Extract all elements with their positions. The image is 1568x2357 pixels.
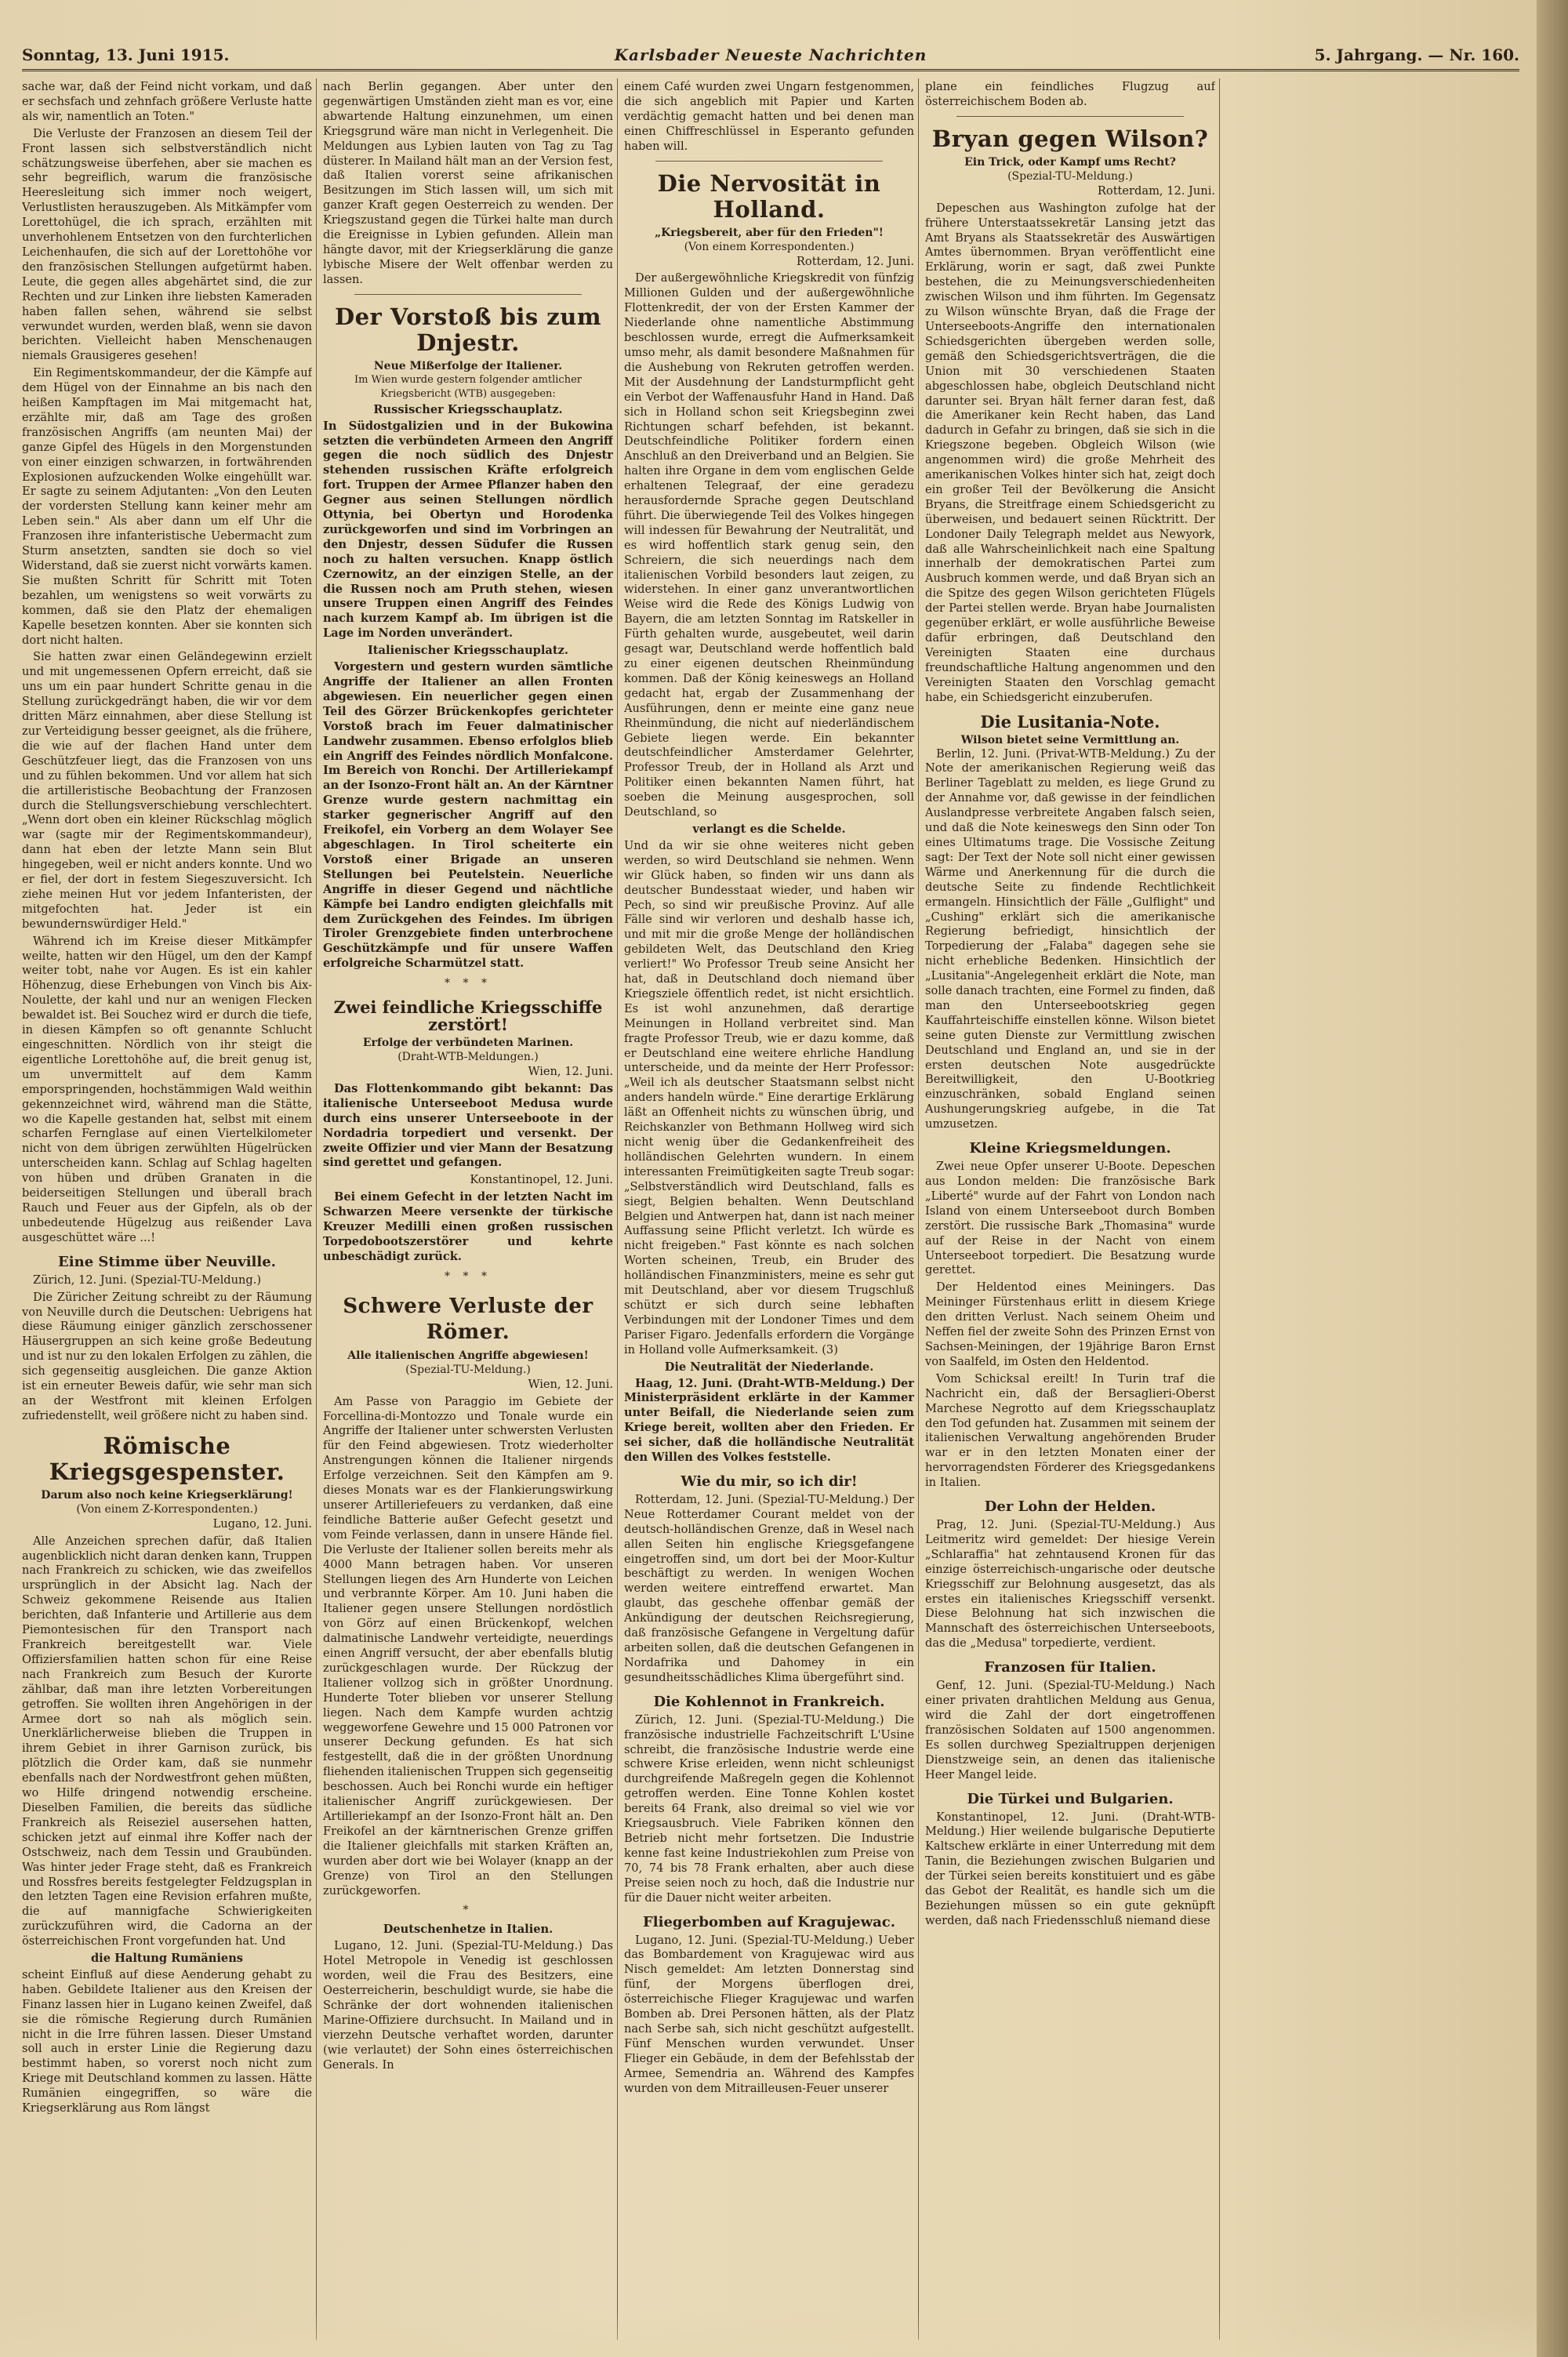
headline-roemische: Römische Kriegsgespenster. bbox=[49, 1432, 285, 1485]
subheadline: Neue Mißerfolge der Italiener. bbox=[373, 359, 563, 372]
section-heading: Deutschenhetze in Italien. bbox=[383, 1923, 554, 1937]
headline-roemer: Schwere Verluste der Römer. bbox=[343, 1294, 593, 1344]
article-paragraph: Und da wir sie ohne weiteres nicht geben werden, so wird Deutschland sie nehmen. Wenn wir Glück haben, so finden wir uns dann als deutscher Bundesstaat wieder, und haben wir Pech, so sind wir preußische Provinz. Auf alle Fälle sind wir verloren und deshalb hasse ich, und mit mir die große Menge der holländischen gebildeten Welt, das Deutschland den Krieg verliert!" Wo Professor Treub seine Ansicht her hat, daß in Deutschland doch niemand über Kriegsziele öffentlich redet, ist nicht ersichtlich. Es ist wohl anzunehmen, daß derartige Meinungen in Holland verbreitet sind. Man fragte Professor Treub, wie er dazu komme, daß er Deutschland eine weitere ehrliche Handlung unterscheide, und da meinte der Herr Professor: „Weil ich als deutscher Staatsmann selbst nicht anders handeln würde." Eine derartige Erklärung läßt an Offenheit nichts zu wünschen übrig, und Reichskanzler von Bethmann Hollweg wird sich nicht wenig über die Gedankenfreiheit des holländischen Gelehrten wundern. In einem interessanten Freimütigkeiten sagte Treub sogar: „Selbstverständlich wird Deutschland, falls es siegt, Belgien behalten. Wenn Deutschland Belgien und Antwerpen hat, dann ist nach meiner Auffassung seine Pflicht verletzt. Ich würde es nicht freigeben." Fast könnte es nach solchen Worten scheinen, Treub, ein Bruder des holländischen Finanzministers, meine es sehr gut mit Deutschland, aber vor diesem Trugschluß schützt er sich durch seine lebhaften Verbindungen mit der Londoner Times und dem Pariser Figaro. Jedenfalls erfordern die Vorgänge in Holland volle Aufmerksamkeit. (3) bbox=[624, 838, 914, 1356]
issue-date: Sonntag, 13. Juni 1915. bbox=[22, 45, 230, 64]
dateline: Lugano, 12. Juni. bbox=[212, 1516, 312, 1531]
article-paragraph: scheint Einfluß auf diese Aenderung gehabt zu haben. Gebildete Italiener aus den Kreisen der Finanz lassen hier in Lugano keinen Zweifel, daß sie die römische Regierung durch Rumänien nicht in die Irre führen lassen. Dieser Umstand soll auch in erster Linie die Regierung dazu bestimmt haben, so vorerst noch nicht zum Kriege mit Deutschland kommen zu lassen. Hätte Rumänien eingegriffen, so wäre die Kriegserklärung aus Rom längst bbox=[22, 1967, 312, 2115]
newspaper-title: Karlsbader Neueste Nachrichten bbox=[614, 45, 927, 64]
article-paragraph: Der Heldentod eines Meiningers. Das Meininger Fürstenhaus erlitt in diesem Kriege den dritten Verlust. Nach seinem Oheim und Neffen fiel der zweite Sohn des Prinzen Ernst von Sachsen-Meiningen, der 19jährige Baron Ernst von Saalfeld, im Osten den Heldentod. bbox=[925, 1280, 1215, 1368]
divider bbox=[354, 294, 582, 295]
article-paragraph: Bei einem Gefecht in der letzten Nacht im Schwarzen Meere versenkte der türkische Kreuzer Medilli einen großen russischen Torpedobootszerstörer und kehrte unbeschädigt zurück. bbox=[323, 1190, 613, 1263]
masthead bbox=[22, 45, 1519, 71]
article-paragraph: Alle Anzeichen sprechen dafür, daß Italien augenblicklich nicht daran denken kann, Truppen nach Frankreich zu schicken, wie das zweifellos ursprünglich in der Absicht lag. Nach der Schweiz gekommene Reisende aus Italien berichten, daß Infanterie und Artillerie aus dem Piemontesischen für den Transport nach Frankreich bereitgestellt war. Viele Offiziersfamilien hatten schon für eine Reise nach Frankreich zum Besuch der Kurorte zählbar, daß man ihre letzten Vorbereitungen getroffen. Sie wollten ihren Angehörigen in der Armee dort so nah als möglich sein. Unerklärlicherweise blieben die Truppen in ihrem Gebiet in ihrer Garnison zurück, bis plötzlich die Order kam, daß sie nunmehr ebenfalls nach der Nordwestfront gehen müßten, wo Hilfe dringend notwendig erscheine. Dieselben Familien, die bereits das südliche Frankreich als Reiseziel ausersehen hatten, schicken jetzt auf einmal ihre Koffer nach der Ostschweiz, nach dem Tessin und Graubünden. Was hinter jeder Frage steht, daß es Frankreich und Rossfres bereits festgelegter Feldzugsplan in den letzten Tagen eine Revision erfahren mußte, die auf mannigfache Schwierigkeiten zurückzuführen wird, die Cadorna an der österreichischen Front vorgefunden hat. Und bbox=[22, 1534, 312, 1948]
divider bbox=[655, 161, 883, 162]
section-heading: Die Neutralität der Niederlande. bbox=[664, 1360, 874, 1374]
column-3 bbox=[624, 80, 914, 2338]
article-paragraph: Vorgestern und gestern wurden sämtliche Angriffe der Italiener an allen Fronten abgewiesen. Ein neuerlicher gegen einen Teil des Görzer Brückenkopfes gerichteter Vorstoß brach im Feuer dalmatinischer Landwehr zusammen. Ebenso erfolglos blieb ein Angriff des Feindes nördlich Monfalcone. Im Bereich von Ronchi. Der Artilleriekampf an der Isonzo-Front hält an. An der Kärntner Grenze wurde gestern nachmittag ein starker gegnerischer Angriff auf den Freikofel, ein Vorberg an dem Wolayer See abgeschlagen. In Tirol scheiterte ein Vorstoß einer Brigade an unseren Stellungen bei Peutelstein. Neuerliche Angriffe in dieser Gegend und nächtliche Kämpfe bei Landro endigten gleichfalls mit dem Zurückgehen des Feindes. Im übrigen Tiroler Grenzgebiete finden unterbrochene Geschützkämpfe und für unsere Waffen erfolgreiche Scharmützel statt. bbox=[323, 660, 613, 971]
dateline: Wien, 12. Juni. bbox=[528, 1065, 613, 1079]
headline-wiedu: Wie du mir, so ich dir! bbox=[681, 1473, 858, 1490]
article-paragraph: Das Flottenkommando gibt bekannt: Das italienische Unterseeboot Medusa wurde durch eins unserer Unterseeboote in der Nordadria torpediert und versenkt. Der zweite Offizier und vier Mann der Besatzung sind gerettet und gefangen. bbox=[323, 1081, 613, 1170]
article-paragraph: Während ich im Kreise dieser Mitkämpfer weilte, hatten wir den Hügel, um den der Kampf weiter tobt, nahe vor Augen. Es ist ein kahler Höhenzug, diese Erhebungen von Vinch bis Aix-Noulette, der kahl und nur an wenigen Flecken bewaldet ist. Bei Souchez wird er durch die tiefe, in diesen Kämpfen so oft genannte Schlucht eingeschnitten. Nördlich von ihr steigt die eigentliche Lorettohöhe auf, die breit genug ist, um unvermittelt auf dem Kamm emporspringenden, hochstämmigen Wald weithin gekennzeichnet wird, während man die Stätte, wo die Kapelle gestanden hat, selbst mit einem scharfen Fernglase auf einen Viertelkilometer nicht von dem übrigen zerwühlten Hügelrücken unterscheiden kann. Schlag auf Schlag hagelten von hüben und drüben Granaten in die beiderseitigen Stellungen und überall brach Rauch und Feuer aus der Gipfeln, als ob der unbedeutende Hügelzug aus reißender Lava ausgeschüttet wäre ...! bbox=[22, 934, 312, 1244]
page-edge bbox=[1537, 0, 1568, 2357]
article-paragraph: sache war, daß der Feind nicht vorkam, und daß er sechsfach und zehnfach größere Verluste hatte als wir, namentlich an Toten." bbox=[22, 80, 312, 123]
separator-stars: * * * bbox=[445, 977, 492, 990]
subheadline: Wilson bietet seine Vermittlung an. bbox=[960, 733, 1180, 746]
article-paragraph: Der außergewöhnliche Kriegskredit von fünfzig Millionen Gulden und der außergewöhnliche Flottenkredit, der von der Ersten Kammer der Niederlande ohne namentliche Abstimmung beschlossen wurde, erregt die Aufmerksamkeit umso mehr, als damit besondere Maßnahmen für die Aushebung von Rekruten getroffen werden. Mit der Ausdehnung der Landsturmpflicht geht ein Verbot der Waffenausfuhr Hand in Hand. Daß sich in Holland schon seit Kriegsbeginn zwei Richtungen scharf befehden, ist bekannt. Deutschfeindliche Politiker fordern einen Anschluß an den Dreiverband und an Belgien. Sie halten ihre Organe in dem vom englischen Gelde erhaltenen Telegraaf, der eine geradezu herausfordernde Sprache gegen Deutschland führt. Die überwiegende Teil des Volkes hingegen will indessen für Bewahrung der Neutralität, und es wird hoffentlich stark genug sein, den Schreiern, die sich neuerdings nach dem italienischen Vorbild besonders laut zeigen, zu widerstehen. In einer ganz unverantwortlichen Weise wird die Rede des Königs Ludwig von Bayern, die am letzten Sonntag im Ratskeller in Fürth gehalten wurde, ausgebeutet, weil darin gesagt war, Deutschland werde hoffentlich bald zu einer eigenen deutschen Rheinmündung kommen. Daß der König keineswegs an Holland gedacht hat, ergab der Zusammenhang der Ausführungen, denn er meinte eine ganz neue Rheinmündung, die nicht auf niederländischem Gebiete liegen werde. Ein bekannter deutschfeindlicher Amsterdamer Gelehrter, Professor Treub, der in Holland als Arzt und Politiker einen bekannten Namen führt, hat soeben die Meinung ausgesprochen, soll Deutschland, so bbox=[624, 271, 914, 819]
section-heading: Russischer Kriegsschauplatz. bbox=[373, 402, 563, 416]
byline: (Von einem Z-Korrespondenten.) bbox=[76, 1502, 258, 1516]
column-rule bbox=[1219, 78, 1220, 2340]
subheadline: Darum also noch keine Kriegserklärung! bbox=[41, 1488, 293, 1502]
separator-stars: * * * bbox=[445, 1269, 492, 1283]
headline-kleine: Kleine Kriegsmeldungen. bbox=[969, 1140, 1171, 1157]
column-1 bbox=[22, 80, 312, 2338]
headline-lohn: Der Lohn der Helden. bbox=[984, 1498, 1156, 1516]
article-paragraph: Prag, 12. Juni. (Spezial-TU-Meldung.) Aus Leitmeritz wird gemeldet: Der hiesige Verein „Schlaraffia" hat zehntausend Kronen für das einzige österreichisch-ungarische oder deutsche Kriegsschiff zur Belohnung ausgesetzt, das als erstes ein italienisches Kriegsschiff versenkt. Diese Belohnung hat sich inzwischen die Mannschaft des österreichischen Unterseeboots, das die „Medusa" torpedierte, verdient. bbox=[925, 1518, 1215, 1651]
article-paragraph: Ein Regimentskommandeur, der die Kämpfe auf dem Hügel von der Einnahme an bis nach den heißen Kampftagen im Mai mitgemacht hat, erzählte mir, daß am Tage des großen französischen Angriffs (am neunten Mai) der ganze Gipfel des Hügels in den Morgenstunden von einer einzigen schwarzen, in fortwährenden Explosionen aufzuckenden Wolke eingehüllt war. Er sagte zu seinem Adjutanten: „Von den Leuten der vordersten Stellung kann keiner mehr am Leben sein." Als aber dann um elf Uhr die Franzosen ihre infanteristische Uebermacht zum Sturm ansetzten, sandten sie doch so viel Widerstand, daß sie zuerst nicht vorwärts kamen. Sie mußten Schritt für Schritt mit Toten bezahlen, um wenigstens so weit vorwärts zu kommen, daß sie den Platz der ehemaligen Kapelle besetzen konnten. Aber sie konnten sich dort nicht halten. bbox=[22, 366, 312, 647]
column-4 bbox=[925, 80, 1215, 2338]
issue-number: 5. Jahrgang. — Nr. 160. bbox=[1314, 45, 1519, 64]
article-paragraph: Konstantinopel, 12. Juni. (Draht-WTB-Meldung.) Hier weilende bulgarische Deputierte Kaltschew erklärte in einer Unterredung mit dem Tanin, die Beziehungen zwischen Bulgarien und der Türkei seien bereits konstituiert und es gäbe das Gebot der Realität, es handle sich um die Beziehungen müssen so ein gute geknüpft werden, daß nach Friedensschluß niemand diese bbox=[925, 1810, 1215, 1927]
byline: (Von einem Korrespondenten.) bbox=[684, 240, 855, 253]
dateline: Konstantinopel, 12. Juni. bbox=[470, 1173, 613, 1187]
column-rule bbox=[617, 78, 618, 2340]
article-paragraph: In Südostgalizien und in der Bukowina setzten die verbündeten Armeen den Angriff gegen die noch südlich des Dnjestr stehenden russischen Kräfte erfolgreich fort. Truppen der Armee Pflanzer haben den Gegner aus seinen Stellungen nördlich Ottynia, bei Obertyn und Horodenka zurückgeworfen und sind im Vorbringen an den Dnjestr, dessen Südufer die Russen noch zu halten versuchen. Knapp östlich Czernowitz, an der einzigen Stelle, an der die Russen noch am Pruth stehen, wiesen unsere Truppen einen Angriff des Feindes nach kurzem Kampf ab. Im übrigen ist die Lage im Norden unverändert. bbox=[323, 419, 613, 641]
subheadline: Alle italienischen Angriffe abgewiesen! bbox=[347, 1349, 589, 1362]
column-rule bbox=[918, 78, 919, 2340]
byline: (Spezial-TU-Meldung.) bbox=[405, 1363, 531, 1376]
article-paragraph: Die Züricher Zeitung schreibt zu der Räumung von Neuville durch die Deutschen: Uebrigens hat diese Räumung einiger gänzlich zerschossener Häusergruppen an sich keine große Bedeutung und ist nur zu den lokalen Erfolgen zu zählen, die sich gegenseitig ausgleichen. Die ganze Aktion ist ein erneuter Beweis dafür, wie sehr man sich an der Westfront mit kleinen Erfolgen zufriedenstellt, weil größere nicht zu haben sind. bbox=[22, 1290, 312, 1422]
subheadline: Ein Trick, oder Kampf ums Recht? bbox=[964, 155, 1176, 169]
subheadline: Erfolge der verbündeten Marinen. bbox=[362, 1037, 574, 1050]
article-paragraph: Die Verluste der Franzosen an diesem Teil der Front lassen sich selbstverständlich nicht schätzungsweise überfehen, aber sie machen es sehr begreiflich, warum die französische Heeresleitung sich immer noch weigert, Verlustlisten herauszugeben. Als Mitkämpfer vom Lorettohügel, die ich sprach, erzählten mit unverhohlenem Entsetzen von den furchterlichen Leichenhaufen, die sich auf der Lorettohöhe vor den französischen Stellungen aufgetürmt haben. Leute, die gegen alles abgehärtet sind, die zur Rechten und zur Linken ihre liebsten Kameraden haben fallen sehen, während sie selbst verwundet wurden, werden blaß, wenn sie davon berichten. Vielleicht haben Menschenaugen niemals Grausigeres gesehen! bbox=[22, 126, 312, 363]
byline: (Draht-WTB-Meldungen.) bbox=[397, 1051, 539, 1064]
article-paragraph: Vom Schicksal ereilt! In Turin traf die Nachricht ein, daß der Bersaglieri-Oberst Marchese Negrotto auf dem Kriegsschauplatz den Tod gefunden hat. Zusammen mit seinem der italienischen Verwaltung angehörenden Bruder war er in den letzten Monaten einer der hervorragendsten Förderer des Kriegsgedankens in Italien. bbox=[925, 1371, 1215, 1490]
section-heading: Italienischer Kriegsschauplatz. bbox=[367, 644, 569, 658]
article-paragraph: Berlin, 12. Juni. (Privat-WTB-Meldung.) Zu der Note der amerikanischen Regierung weiß das Berliner Tageblatt zu melden, es liege Grund zu der Annahme vor, daß gewisse in der feindlichen Auslandpresse verbreitete Angaben falsch seien, und daß die Note keineswegs den Sinn oder Ton eines Ultimatums trage. Die Vossische Zeitung sagt: Der Text der Note soll nicht einer gewissen Wärme und Anerkennung für die durch die deutsche Seite zu findende Rechtlichkeit ermangeln. Hinsichtlich der Fälle „Gulflight" und „Cushing" erklärt sich die amerikanische Regierung befriedigt, hinsichtlich der Torpedierung der „Falaba" dagegen sehe sie nicht erhebliche Bedenken. Hinsichtlich der „Lusitania"-Angelegenheit erklärt die Note, man solle danach trachten, eine Formel zu finden, daß man den Unterseebootskrieg gegen Kauffahrteischiffe einstellen könne. Wilson bietet seine guten Dienste zur Vermittlung zwischen Deutschland und England an, und sie in der ersten deutschen Note ausgedrückte Bereitwilligkeit, den U-Bootkrieg einzuschränken, sobald England seinen Aushungerungskrieg aufgebe, in die Tat umzusetzen. bbox=[925, 746, 1215, 1131]
headline-bryan: Bryan gegen Wilson? bbox=[931, 125, 1209, 152]
headline-kohlen: Die Kohlennot in Frankreich. bbox=[653, 1693, 885, 1710]
dateline: Rotterdam, 12. Juni. bbox=[796, 254, 914, 268]
separator-stars: * bbox=[463, 1904, 474, 1917]
headline-dnjestr: Der Vorstoß bis zum Dnjestr. bbox=[334, 303, 602, 356]
article-paragraph: plane ein feindliches Flugzug auf österreichischem Boden ab. bbox=[925, 80, 1215, 108]
article-paragraph: Rotterdam, 12. Juni. (Spezial-TU-Meldung.) Der Neue Rotterdamer Courant meldet von der deutsch-holländischen Grenze, daß in Wesel nach allen Seiten hin englische Kriegsgefangene eingetroffen sind, um dort bei der Moor-Kultur beschäftigt zu werden. In wenigen Wochen werden weitere eintreffend erwartet. Man glaubt, das geschehe offenbar gemäß der Ankündigung der deutschen Reichsregierung, daß französische Gefangene in Vergeltung dafür arbeiten sollen, daß die deutschen Gefangenen in Nordafrika und Dahomey in ein gesundheitsschädliches Klima übergeführt sind. bbox=[624, 1492, 914, 1684]
article-paragraph: Sie hatten zwar einen Geländegewinn erzielt und mit ungemessenen Opfern erreicht, daß sie uns um ein paar hundert Schritte genau in die Stellung zurückgedrängt haben, die wir vor dem dritten März einnahmen, aber diese Stellung ist zur Verteidigung besser geeignet, als die frühere, die wie auf der flachen Hand unter dem Geschützfeuer liegt, das die Franzosen von uns und zu fühlen bekommen. Und vor allem hat sich die artilleristische Beobachtung der Franzosen durch die Stellungsverschiebung verschlechtert. „Wenn dort oben ein kleiner Rückschlag möglich war (sagte mir der Regimentskommandeur), dann hat eben der letzte Mann sein Blut hingegeben, weil er nicht anders konnte. Und wo er fiel, der dort in festem Siegeszuversicht. Ich ziehe meinen Hut vor jedem Infanteristen, der mitgefochten hat. Jeder ist ein bewundernswürdiger Held." bbox=[22, 650, 312, 931]
article-paragraph: Zürich, 12. Juni. (Spezial-TU-Meldung.) Die französische industrielle Fachzeitschrift L'Usine schreibt, die französische Industrie werde eine schwere Krise erleiden, wenn nicht schleunigst durchgreifende Maßregeln gegen die Kohlennot getroffen werden. Eine Tonne Kohlen kostet bereits 64 Frank, also dreimal so viel wie vor Kriegsausbruch. Viele Fabriken können den Betrieb nicht mehr fortsetzen. Die Industrie kenne fast keine Industriekohlen zum Preise von 70, 74 bis 78 Frank erhalten, aber auch diese Preise seien noch zu hoch, daß die Industrie nur für die Dauer nicht weiter arbeiten. bbox=[624, 1712, 914, 1905]
article-paragraph: Lugano, 12. Juni. (Spezial-TU-Meldung.) Ueber das Bombardement von Kragujewac wird aus Nisch gemeldet: Am letzten Donnerstag sind fünf, der Morgens überflogen drei, österreichische Flieger Kragujewac und warfen Bomben ab. Drei Personen hätten, als der Platz nach Serbe sah, sich nicht geschützt aufgestellt. Fünf Menschen wurden verwundet. Unser Flieger ein Gebäude, in dem der Befehlsstab der Armee, Semendria an. Während des Kampfes wurden von dem Mitrailleusen-Feuer unserer bbox=[624, 1933, 914, 2095]
article-paragraph: einem Café wurden zwei Ungarn festgenommen, die sich angeblich mit Papier und Karten verdächtig gemacht hatten und bei denen man einen Chiffreschlüssel in Esperanto gefunden haben will. bbox=[624, 80, 914, 153]
subheadline: „Kriegsbereit, aber für den Frieden"! bbox=[655, 226, 884, 239]
dateline: Wien, 12. Juni. bbox=[528, 1377, 613, 1391]
article-paragraph: Lugano, 12. Juni. (Spezial-TU-Meldung.) Das Hotel Metropole in Venedig ist geschlossen worden, weil die Frau des Besitzers, eine Oesterreicherin, beschuldigt wurde, sie habe die Schränke der dort wohnenden italienischen Marine-Offiziere durchsucht. In Mailand und in vierzehn Deutsche verhaftet worden, darunter (wie verlautet) der Sohn eines österreichischen Generals. In bbox=[323, 1939, 613, 2072]
headline-tuerkei: Die Türkei und Bulgarien. bbox=[967, 1790, 1174, 1807]
section-heading: verlangt es die Schelde. bbox=[692, 822, 846, 836]
article-paragraph: Depeschen aus Washington zufolge hat der frühere Unterstaatssekretär Lansing jetzt das Amt Bryans als Staatssekretär des Auswärtigen Amtes übernommen. Bryan veröffentlicht eine Erklärung, worin er sagt, daß zwei Punkte bestehen, die zu Meinungsverschiedenheiten zwischen Wilson und ihm führten. Im Gegensatz zu Wilson wünschte Bryan, daß die Frage der Unterseeboots-Angriffe den internationalen Schiedsgerichten übergeben werden solle, gemäß den Schiedsgerichtsverträgen, die die Union mit 30 verschiedenen Staaten abgeschlossen habe, obgleich Deutschland nicht darunter sei. Bryan hält ferner daran fest, daß die Amerikaner kein Recht haben, das Land dadurch in Gefahr zu bringen, daß sie sich in die Kriegszone begeben. Obgleich Wilson (wie angenommen wird) die große Mehrheit des amerikanischen Volkes hinter sich hat, zeigt doch ein großer Teil der Bevölkerung die Ansicht Bryans, die Streitfrage einem Schiedsgericht zu überweisen, und bedauert seinen Rücktritt. Der Londoner Daily Telegraph meldet aus Newyork, daß alle Wahrscheinlichkeit nach eine Spaltung innerhalb der demokratischen Partei zum Ausbruch kommen werde, und daß Bryan sich an die Spitze des gegen Wilson gerichteten Flügels der Partei stellen werde. Bryan habe Journalisten gegenüber erklärt, er wolle ausführliche Beweise dafür erbringen, daß Deutschland den Vereinigten Staaten eine durchaus freundschaftliche Haltung angenommen und den Vereinigten Staaten den Vorschlag gemacht habe, ein Schiedsgericht einzuberufen. bbox=[925, 201, 1215, 704]
article-paragraph: Zürich, 12. Juni. (Spezial-TU-Meldung.) bbox=[33, 1273, 262, 1287]
byline: (Spezial-TU-Meldung.) bbox=[1007, 169, 1133, 183]
article-paragraph: Haag, 12. Juni. (Draht-WTB-Meldung.) Der Ministerpräsident erklärte in der Kammer unter Beifall, die Niederlande seien zum Kriege bereit, wollten aber den Frieden. Er sei sicher, daß die holländische Neutralität den Willen des Volkes feststelle. bbox=[624, 1376, 914, 1465]
article-paragraph: Am Passe von Paraggio im Gebiete der Forcellina-di-Montozzo und Tonale wurde ein Angriffe der Italiener unter schwersten Verlusten für den Feind abgewiesen. Trotz wiederholter Anstrengungen können die Italiener nirgends Erfolge verzeichnen. Seit den Kämpfen am 9. dieses Monats war es der Flankierungswirkung unserer Artilleriefeuers zu verdanken, daß eine feindliche Batterie außer Gefecht gesetzt und vom Feinde verlassen, dann in unsere Hände fiel. Die Verluste der Italiener sollen bereits mehr als 4000 Mann betragen haben. Vor unseren Stellungen liegen des Arn Hunderte von Leichen und verbrannte Körper. Am 10. Juni haben die Italiener gegen unsere Stellungen nordöstlich von Görz auf einen Brückenkopf, welchen dalmatinische Landwehr verteidigte, neuerdings einen Angriff versucht, der aber ebenfalls blutig zurückgeschlagen wurde. Der Rückzug der Italiener vollzog sich in größter Unordnung. Hunderte Toter blieben vor unserer Stellung liegen. Nach dem Kampfe wurden achtzig weggeworfene Gewehre und 15 000 Patronen vor unserer Deckung gefunden. Es hat sich festgestellt, daß die in der größten Unordnung fliehenden italienischen Truppen sich gegenseitig beschossen. Auch bei Ronchi wurde ein heftiger italienischer Angriff zurückgewiesen. Der Artilleriekampf an der Isonzo-Front hält an. Den Freikofel an der kärntnerischen Grenze griffen die Italiener gleichfalls mit starken Kräften an, wurden aber dort wie bei Wolayer (knapp an der Grenze) von Tirol an den Stellungen zurückgeworfen. bbox=[323, 1394, 613, 1898]
section-heading: die Haltung Rumäniens bbox=[90, 1952, 244, 1966]
column-rule bbox=[316, 78, 317, 2340]
headline-holland: Die Nervosität in Holland. bbox=[657, 169, 881, 223]
headline-kriegsschiffe: Zwei feindliche Kriegsschiffe zerstört! bbox=[333, 997, 603, 1035]
headline-lusitania: Die Lusitania-Note. bbox=[980, 711, 1160, 732]
article-paragraph: Zwei neue Opfer unserer U-Boote. Depeschen aus London melden: Die französische Bark „Liberté" wurde auf der Fahrt von London nach Island von einem Unterseeboot durch Bomben zerstört. Die russische Bark „Thomasina" wurde auf der Reise in der Nacht von einem Unterseeboot torpediert. Die Besatzung wurde gerettet. bbox=[925, 1160, 1215, 1277]
headline-neuville: Eine Stimme über Neuville. bbox=[58, 1253, 276, 1270]
intro-note: Im Wien wurde gestern folgender amtlicher Kriegsbericht (WTB) ausgegeben: bbox=[354, 373, 582, 400]
headline-franzosen: Franzosen für Italien. bbox=[984, 1659, 1156, 1676]
column-2 bbox=[323, 80, 613, 2338]
article-paragraph: Genf, 12. Juni. (Spezial-TU-Meldung.) Nach einer privaten drahtlichen Meldung aus Genua, wird die Zahl der dort eingetroffenen französischen Soldaten auf 1500 angenommen. Es sollen durchweg Spezialtruppen derjenigen Dienstzweige sein, an denen das italienische Heer Mangel leide. bbox=[925, 1679, 1215, 1781]
dateline: Rotterdam, 12. Juni. bbox=[1097, 183, 1215, 198]
article-paragraph: nach Berlin gegangen. Aber unter den gegenwärtigen Umständen zieht man es vor, eine abwartende Haltung einzunehmen, um einen Kriegsgrund wäre man nicht in Verlegenheit. Die Meldungen aus Lybien lauten von Tag zu Tag düsterer. In Mailand hält man an der Version fest, daß Italien vorerst seine afrikanischen Besitzungen im Stich lassen will, um sich mit ganzer Kraft gegen Oesterreich zu wenden. Der Kriegszustand gegen die Türkei halte man durch die Ereignisse in Lybien gefunden. Allein man hängte davor, mit der Kriegserklärung die ganze lybische Misere der Welt offenbar werden zu lassen. bbox=[323, 80, 613, 286]
headline-flieger: Fliegerbomben auf Kragujewac. bbox=[642, 1913, 896, 1930]
divider bbox=[956, 116, 1184, 117]
